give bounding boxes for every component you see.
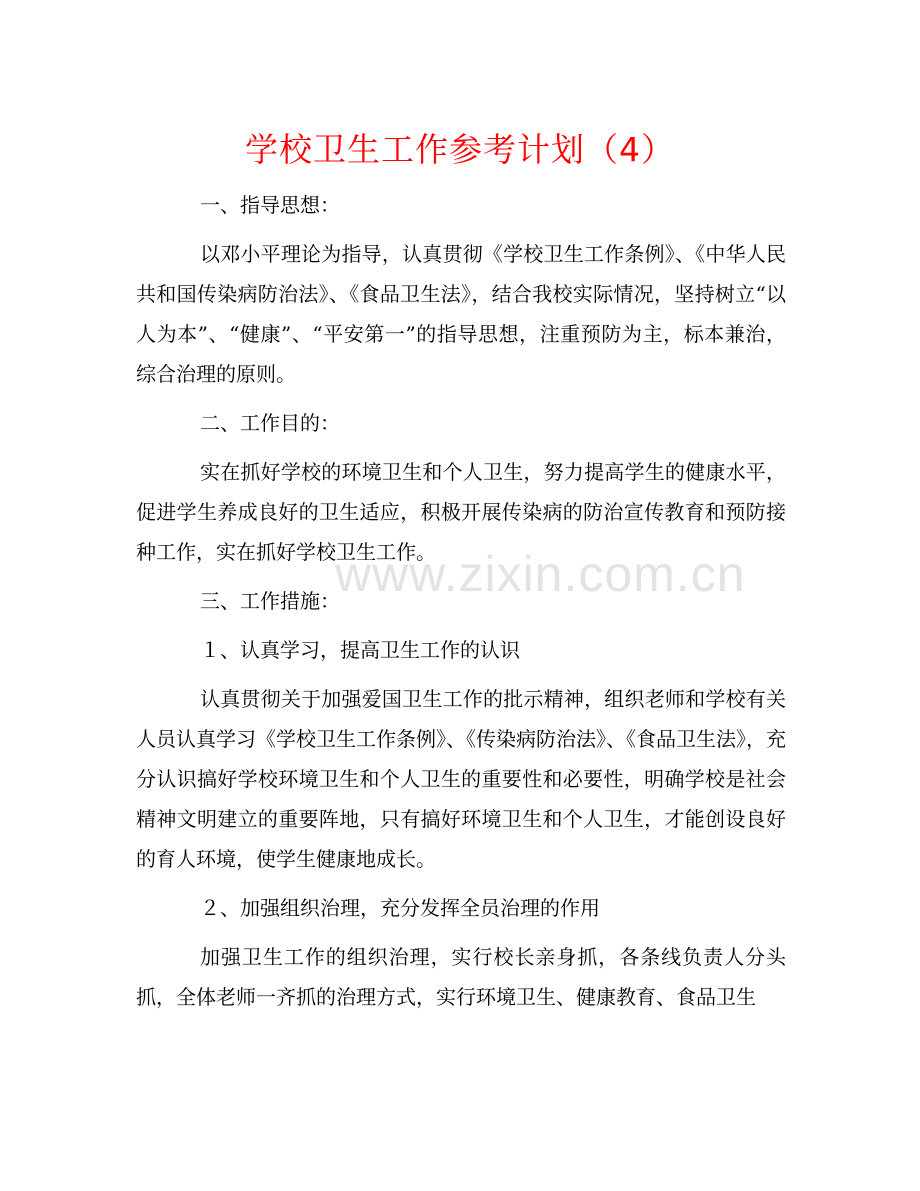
paragraph-guiding-thought: 以邓小平理论为指导，认真贯彻《学校卫生工作条例》、《中华人民共和国传染病防治法》、《食品卫生法》，结合我校实际情况，坚持树立“以人为本”、“健康”、“平安第一”的指导思想，注重预防为主，标本兼治，综合治理的原则。 xyxy=(136,242,786,386)
paragraph-measure-1: 认真贯彻关于加强爱国卫生工作的批示精神，组织老师和学校有关人员认真学习《学校卫生工作条例》、《传染病防治法》、《食品卫生法》，充分认识搞好学校环境卫生和个人卫生的重要性和必要性，明确学校是社会精神文明建立的重要阵地，只有搞好环境卫生和个人卫生，才能创设良好的育人环境，使学生健康地成长。 xyxy=(136,687,786,871)
section-heading-guiding-thought: 一、指导思想： xyxy=(200,193,340,217)
document-body xyxy=(136,185,786,1026)
paragraph-work-goal: 实在抓好学校的环境卫生和个人卫生，努力提高学生的健康水平，促进学生养成良好的卫生适应，积极开展传染病的防治宣传教育和预防接种工作，实在抓好学校卫生工作。 xyxy=(136,460,786,564)
subheading-measure-1: １、认真学习，提高卫生工作的认识 xyxy=(200,638,520,662)
paragraph-measure-2: 加强卫生工作的组织治理，实行校长亲身抓，各条线负责人分头抓，全体老师一齐抓的治理方式，实行环境卫生、健康教育、食品卫生 xyxy=(136,945,786,1009)
section-heading-work-goal: 二、工作目的： xyxy=(200,411,340,435)
watermark: www.zixin.com.cn xyxy=(335,546,746,602)
section-heading-work-measures: 三、工作措施： xyxy=(200,589,340,613)
document-title: 学校卫生工作参考计划（4） xyxy=(245,130,675,169)
subheading-measure-2: ２、加强组织治理，充分发挥全员治理的作用 xyxy=(200,896,600,920)
